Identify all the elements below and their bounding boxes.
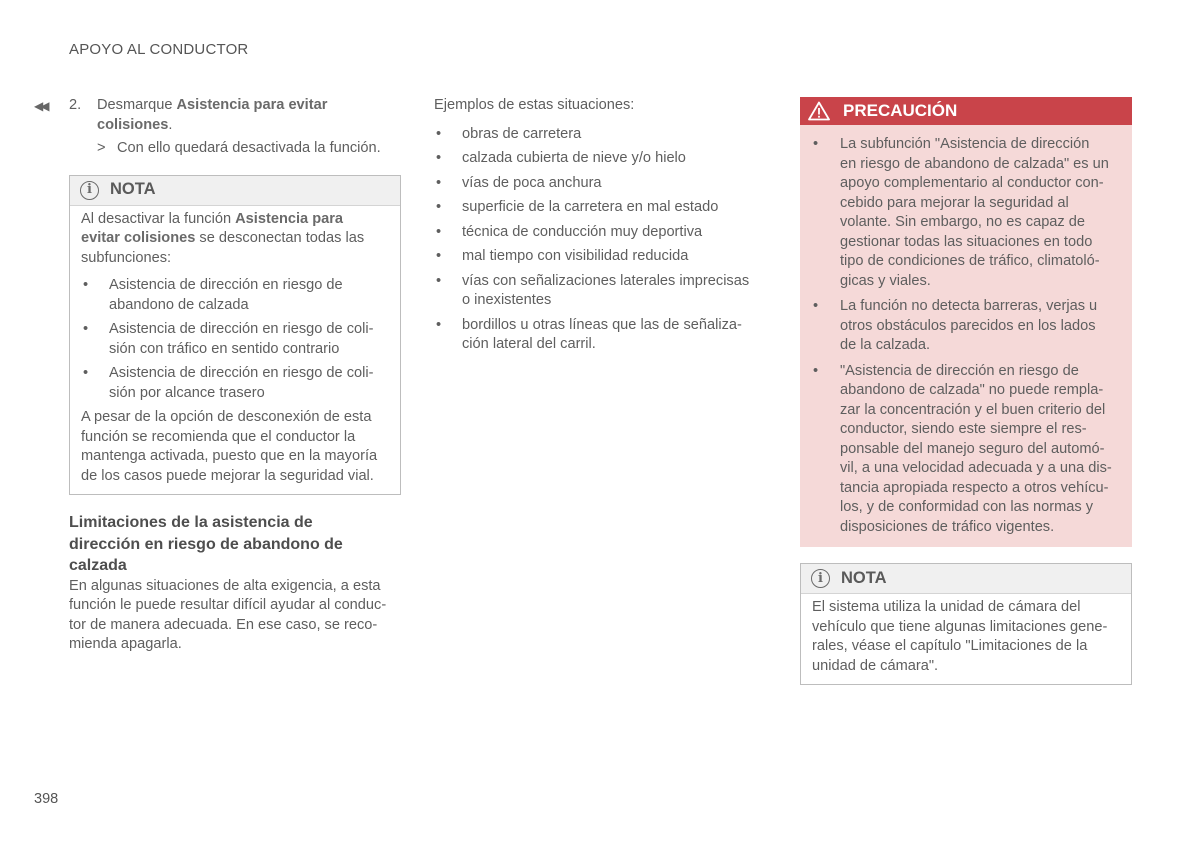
- line: calzada cubierta de nieve y/o hielo: [462, 150, 686, 166]
- line: o inexistentes: [462, 292, 552, 308]
- line: Asistencia de dirección en riesgo de: [109, 277, 343, 293]
- line: ponsable del manejo seguro del automó-: [840, 440, 1105, 457]
- note-box-1: [69, 175, 401, 496]
- note-body: [70, 206, 400, 495]
- section-heading: [69, 512, 401, 577]
- line: tor de manera adecuada. En ese caso, se reco-: [69, 616, 378, 633]
- list-item: • Asistencia de dirección en riesgo de coli- sión por alcance trasero: [83, 365, 374, 401]
- line: bordillos u otras líneas que las de señaliza-: [462, 316, 742, 333]
- caution-body: [800, 125, 1132, 547]
- note-bullet-list: [81, 276, 389, 403]
- line: zar la concentración y el buen criterio del: [840, 401, 1106, 418]
- line: unidad de cámara".: [812, 657, 939, 674]
- line: vil, a una velocidad adecuada y a una dis-: [840, 460, 1112, 476]
- line: conductor, siendo este siempre el res-: [840, 421, 1087, 437]
- note-intro-bold: Asistencia para: [235, 210, 344, 227]
- line: tipo de condiciones de tráfico, climatoló-: [840, 253, 1100, 269]
- note-intro-text: se desconectan todas las: [195, 230, 365, 246]
- line: gicas y viales.: [840, 272, 931, 289]
- line: obras de carretera: [462, 125, 582, 142]
- caution-bullet-list: [811, 135, 1121, 537]
- line: apoyo complementario al conductor con-: [840, 175, 1104, 191]
- line: dirección en riesgo de abandono de: [69, 535, 343, 553]
- note-intro-text: subfunciones:: [81, 249, 172, 266]
- list-item: • "Asistencia de dirección en riesgo de abandono de calzada" no puede rempla- zar la concentración y el buen criterio del conductor, siendo este siempre el res- ponsable del manejo seguro del automó- vil, a una velocidad adecuada y a una dis- tancia apropiada respecto a otros vehícu- los, y de conformidad con las normas y disposiciones de tráfico vigentes.: [813, 362, 1112, 535]
- examples-intro: Ejemplos de estas situaciones:: [434, 97, 635, 113]
- caution-header: [800, 97, 1132, 125]
- list-item: • mal tiempo con visibilidad reducida: [436, 248, 689, 264]
- note-intro: [81, 210, 389, 269]
- list-item: • La función no detecta barreras, verjas u otros obstáculos parecidos en los lados de la calzada.: [813, 298, 1098, 353]
- double-left-arrow-icon[interactable]: ◀◀: [34, 99, 47, 113]
- line: abandono de calzada: [109, 296, 249, 313]
- note-title: NOTA: [841, 568, 887, 587]
- list-item: • superficie de la carretera en mal estado: [436, 199, 719, 215]
- line: calzada: [69, 557, 127, 574]
- note-header: [801, 564, 1131, 594]
- caution-title: PRECAUCIÓN: [843, 101, 958, 121]
- warning-triangle-icon: [808, 101, 830, 121]
- line: función le puede resultar difícil ayudar al conduc-: [69, 597, 387, 613]
- line: Asistencia de dirección en riesgo de coli-: [109, 321, 374, 337]
- line: superficie de la carretera en mal estado: [462, 199, 719, 215]
- note-closing: [81, 408, 389, 486]
- list-item: • calzada cubierta de nieve y/o hielo: [436, 150, 686, 166]
- column-middle: [434, 96, 762, 355]
- line: sión por alcance trasero: [109, 384, 265, 401]
- line: A pesar de la opción de desconexión de esta: [81, 409, 372, 425]
- column-right: [800, 97, 1132, 685]
- result-text: Con ello quedará desactivada la función.: [117, 140, 381, 156]
- line: Limitaciones de la asistencia de: [69, 514, 313, 531]
- line: técnica de conducción muy deportiva: [462, 223, 703, 240]
- list-item: • obras de carretera: [436, 125, 582, 142]
- page-header: APOYO AL CONDUCTOR: [69, 41, 249, 58]
- line: mantenga activada, puesto que en la mayoría: [81, 448, 378, 464]
- line: "Asistencia de dirección en riesgo de: [840, 362, 1079, 379]
- line: La subfunción "Asistencia de dirección: [840, 136, 1090, 152]
- list-item: • bordillos u otras líneas que las de señaliza- ción lateral del carril.: [436, 316, 742, 352]
- list-item: • vías con señalizaciones laterales imprecisas o inexistentes: [436, 272, 750, 308]
- list-item: • vías de poca anchura: [436, 174, 602, 191]
- examples-list: [434, 125, 762, 355]
- line: abandono de calzada" no puede rempla-: [840, 382, 1104, 398]
- step-number: 2.: [69, 97, 82, 113]
- step-bold-1: Asistencia para evitar: [176, 97, 328, 113]
- line: vehículo que tiene algunas limitaciones gene-: [812, 618, 1108, 635]
- caution-box: [800, 97, 1132, 547]
- step-text-post: .: [168, 116, 173, 133]
- line: otros obstáculos parecidos en los lados: [840, 317, 1096, 334]
- line: La función no detecta barreras, verjas u: [840, 298, 1098, 314]
- note-title: NOTA: [110, 180, 156, 199]
- info-icon: i: [80, 181, 99, 200]
- section-paragraph: [69, 577, 401, 655]
- line: mienda apagarla.: [69, 636, 182, 652]
- step-result: [69, 139, 401, 159]
- line: gestionar todas las situaciones en todo: [840, 233, 1093, 250]
- line: rales, véase el capítulo "Limitaciones de la: [812, 638, 1088, 654]
- line: sión con tráfico en sentido contrario: [109, 340, 340, 357]
- note-intro-bold: evitar colisiones: [81, 230, 196, 246]
- line: en riesgo de abandono de calzada" es un: [840, 155, 1109, 172]
- column-left: [69, 96, 401, 655]
- page-number: 398: [34, 791, 59, 807]
- line: tancia apropiada respecto a otros vehícu-: [840, 479, 1109, 496]
- line: Asistencia de dirección en riesgo de coli-: [109, 365, 374, 381]
- line: En algunas situaciones de alta exigencia, a esta: [69, 577, 381, 594]
- list-item: • Asistencia de dirección en riesgo de abandono de calzada: [83, 277, 343, 313]
- line: vías con señalizaciones laterales imprecisas: [462, 272, 750, 289]
- list-item: • La subfunción "Asistencia de dirección en riesgo de abandono de calzada" es un apoyo complementario al conductor con- cebido para mejorar la seguridad al volante. Sin embargo, no es capaz de gestionar todas las situaciones en todo tipo de condiciones de tráfico, climatoló- gicas y viales.: [813, 136, 1109, 289]
- step-2: [69, 96, 401, 135]
- line: función se recomienda que el conductor la: [81, 428, 356, 445]
- list-item: • Asistencia de dirección en riesgo de coli- sión con tráfico en sentido contrario: [83, 321, 374, 357]
- line: volante. Sin embargo, no es capaz de: [840, 214, 1086, 230]
- line: mal tiempo con visibilidad reducida: [462, 248, 689, 264]
- line: ción lateral del carril.: [462, 336, 596, 352]
- note-header: [70, 176, 400, 206]
- line: los, y de conformidad con las normas y: [840, 499, 1094, 515]
- note-box-2: [800, 563, 1132, 685]
- step-bold-2: colisiones: [97, 116, 169, 133]
- line: cebido para mejorar la seguridad al: [840, 194, 1069, 211]
- note-intro-text: Al desactivar la función: [81, 210, 236, 227]
- line: vías de poca anchura: [462, 174, 602, 191]
- list-item: • técnica de conducción muy deportiva: [436, 223, 703, 240]
- line: de los casos puede mejorar la seguridad vial.: [81, 467, 374, 484]
- info-icon: i: [811, 569, 830, 588]
- line: disposiciones de tráfico vigentes.: [840, 518, 1055, 535]
- step-text-pre: Desmarque: [97, 97, 177, 113]
- note-body: [801, 594, 1131, 684]
- line: de la calzada.: [840, 337, 931, 353]
- result-marker: >: [97, 140, 106, 156]
- line: El sistema utiliza la unidad de cámara del: [812, 599, 1081, 615]
